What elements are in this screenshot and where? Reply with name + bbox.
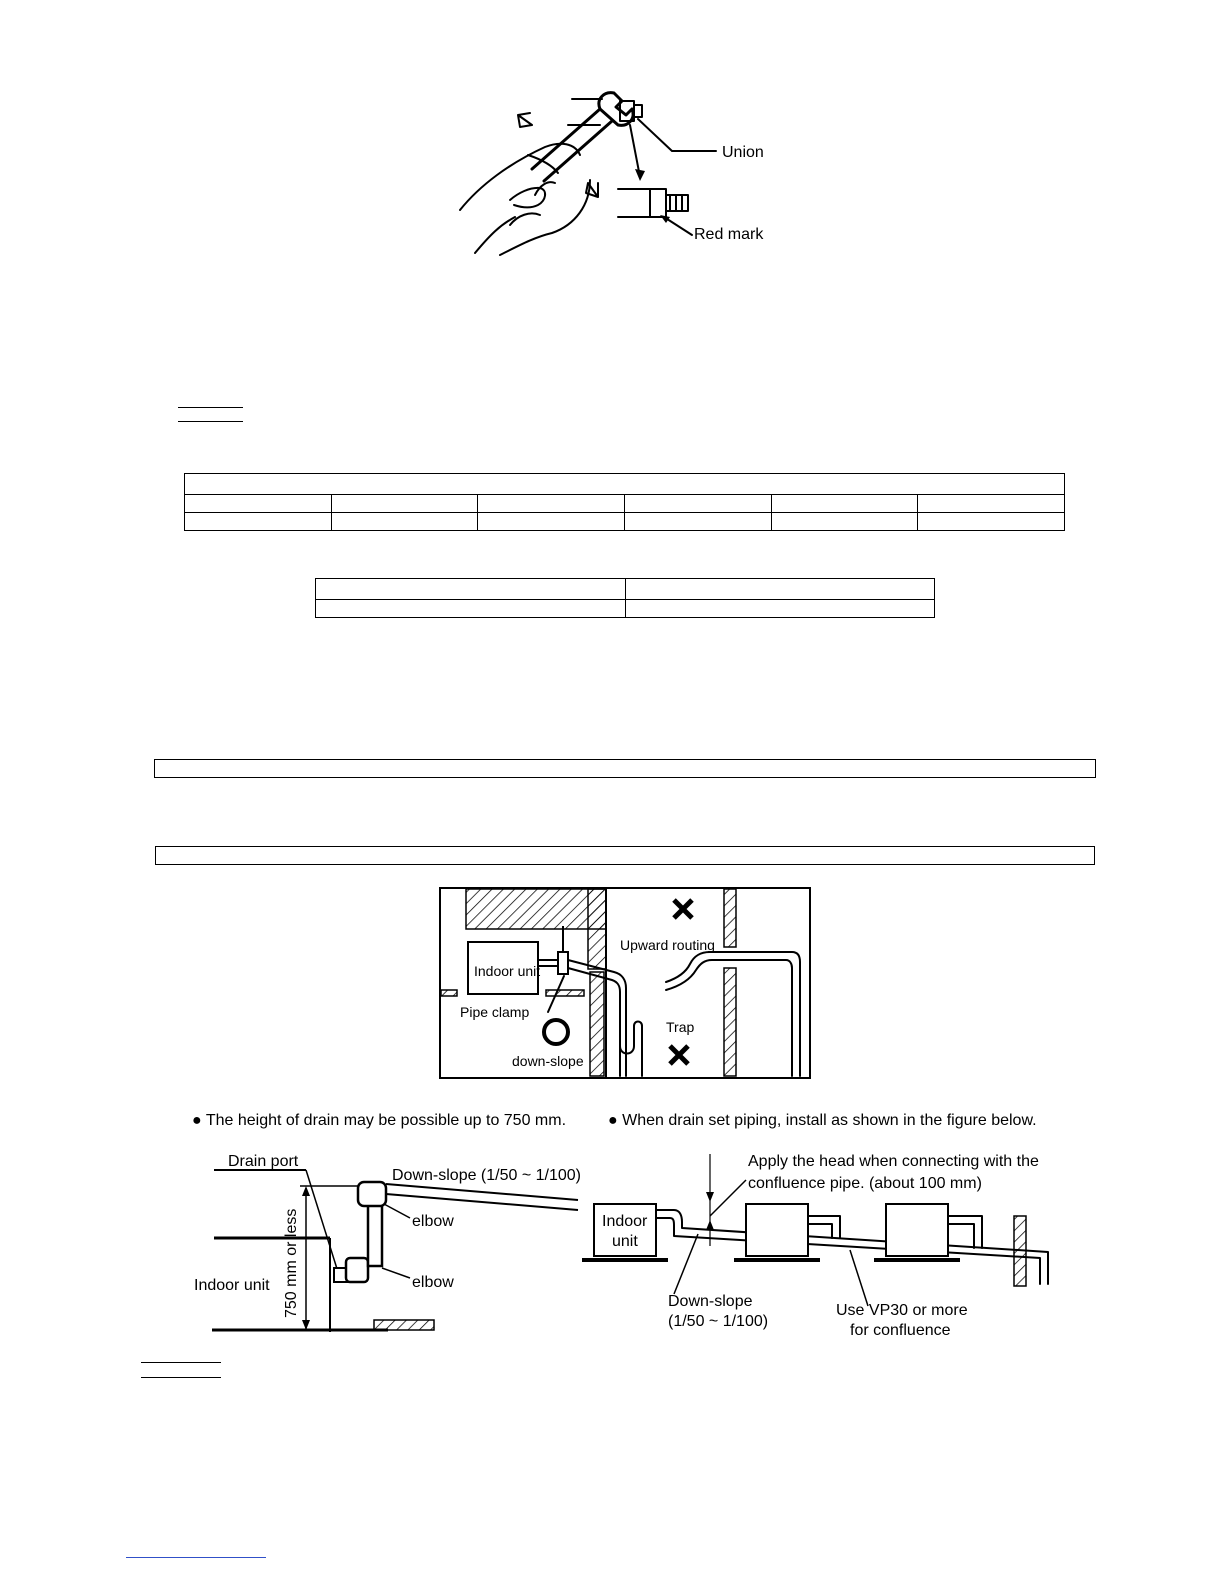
drain-port-label: Drain port: [228, 1153, 299, 1170]
elbow-top-label: elbow: [412, 1213, 454, 1230]
table-cell: [625, 579, 935, 600]
table-cell: [478, 513, 625, 531]
drain-set-note: ● When drain set piping, install as shown in the figure below.: [608, 1112, 1037, 1129]
vp30-line2: for confluence: [850, 1322, 951, 1339]
table-cell: [624, 513, 771, 531]
head-note-line1: Apply the head when connecting with the: [748, 1153, 1039, 1170]
underline-mark: [141, 1377, 221, 1378]
table-cell: [918, 495, 1065, 513]
ceiling-hatch: [466, 889, 606, 929]
drain-height-figure: [188, 1142, 588, 1342]
indoor-unit-box-2: [746, 1204, 808, 1256]
down-slope-line1: Down-slope: [668, 1293, 753, 1310]
wrench-handle: [532, 109, 612, 181]
pipe-clamp-label: Pipe clamp: [460, 1004, 530, 1020]
left-hand-outline: [460, 144, 580, 210]
indoor-unit-label: Indoor unit: [194, 1277, 270, 1294]
table-cell: [625, 600, 935, 618]
table-cell: [316, 579, 626, 600]
arrow-down-icon: [635, 169, 645, 181]
pipe-clamp: [558, 952, 568, 974]
drain-set-figure: [578, 1146, 1060, 1346]
table-cell: [331, 495, 478, 513]
table-cell: [185, 513, 332, 531]
table-cell: [478, 495, 625, 513]
table-cell: [918, 513, 1065, 531]
wrench-union-figure: [440, 85, 800, 265]
wall-hatch: [590, 972, 604, 1076]
underline-mark: [178, 407, 243, 408]
section-heading-box: [155, 846, 1095, 865]
underline-mark: [178, 421, 243, 422]
flare-nut: [650, 189, 666, 217]
table-cell: [624, 495, 771, 513]
table-cell: [771, 513, 918, 531]
table-header-cell: [185, 474, 1065, 495]
union-label: Union: [722, 144, 764, 161]
height-label: 750 mm or less: [283, 1208, 300, 1318]
drain-routing-figure: [438, 886, 812, 1080]
spec-table-6col: [184, 473, 1065, 531]
spec-table-2col: [315, 578, 935, 618]
indoor-unit-line2: unit: [612, 1233, 638, 1250]
elbow-bottom: [346, 1258, 368, 1282]
underline-mark: [141, 1362, 221, 1363]
red-mark-label: Red mark: [694, 226, 764, 243]
footer-link-underline[interactable]: [126, 1557, 266, 1558]
drain-height-note: ● The height of drain may be possible up to 750 mm.: [192, 1112, 567, 1129]
table-cell: [771, 495, 918, 513]
indoor-unit-line1: Indoor: [602, 1213, 648, 1230]
indoor-unit-label: Indoor unit: [474, 963, 541, 979]
table-cell: [331, 513, 478, 531]
elbow-top: [358, 1182, 386, 1206]
indoor-unit-box-3: [886, 1204, 948, 1256]
down-slope-line2: (1/50 ~ 1/100): [668, 1313, 769, 1330]
rotate-arrow-icon: [518, 113, 532, 127]
trap-label: Trap: [666, 1019, 695, 1035]
section-heading-box: [154, 759, 1096, 778]
down-slope-label: down-slope: [512, 1053, 584, 1069]
vp30-line1: Use VP30 or more: [836, 1302, 968, 1319]
ng-cross-icon: [674, 900, 692, 918]
table-cell: [316, 600, 626, 618]
table-cell: [185, 495, 332, 513]
down-slope-label: Down-slope (1/50 ~ 1/100): [392, 1167, 581, 1184]
ng-cross-icon: [670, 1046, 688, 1064]
ok-circle-icon: [544, 1020, 568, 1044]
elbow-bottom-label: elbow: [412, 1274, 454, 1291]
vertical-pipe: [368, 1202, 382, 1266]
head-note-line2: confluence pipe. (about 100 mm): [748, 1175, 982, 1192]
upward-routing-label: Upward routing: [620, 937, 715, 953]
trap-pipe: [620, 1016, 642, 1076]
